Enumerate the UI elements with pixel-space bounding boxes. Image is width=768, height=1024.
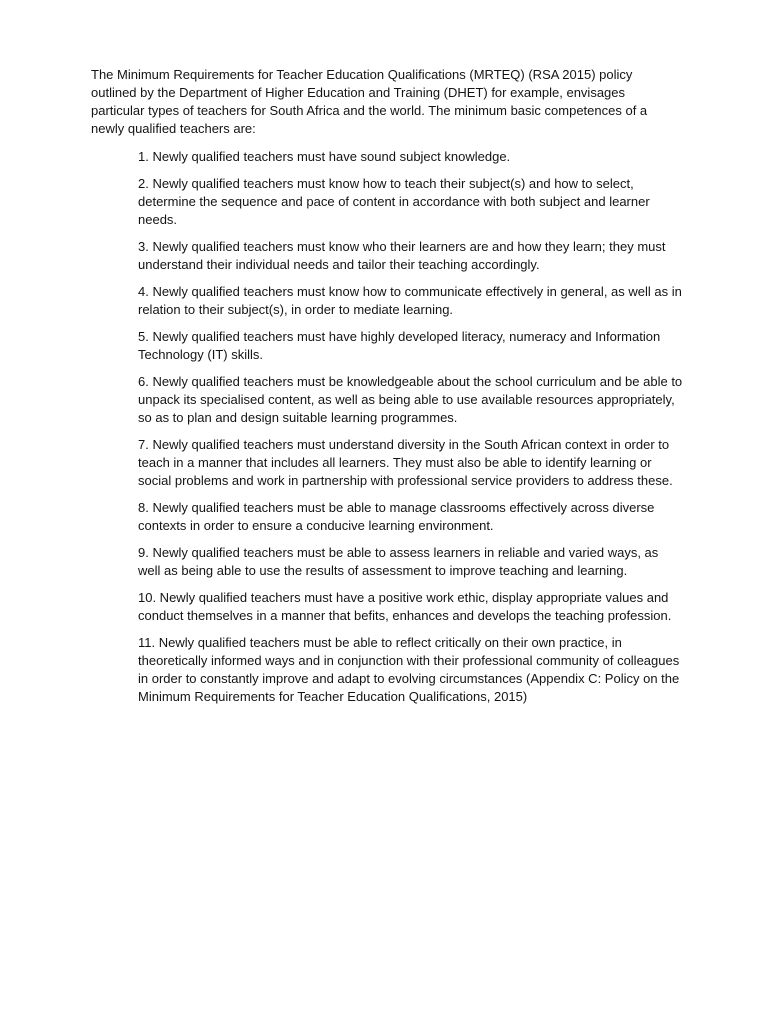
list-item: 1. Newly qualified teachers must have sound subject knowledge.	[138, 149, 511, 164]
list-item: 11. Newly qualified teachers must be able to reflect critically on their own practice, in theoretically informed ways and in conjunction with their professional community of colleagues in order to constantly improve and adapt to evolving circumstances (Appendix C: Policy on the Minimum Requirements for Teacher Education Qualifications, 2015)	[138, 635, 680, 704]
list-item: 9. Newly qualified teachers must be able to assess learners in reliable and varied ways, as well as being able to use the results of assessment to improve teaching and learning.	[138, 545, 659, 578]
list-item: 10. Newly qualified teachers must have a positive work ethic, display appropriate values and conduct themselves in a manner that befits, enhances and develops the teaching profession.	[138, 590, 672, 623]
list-item: 5. Newly qualified teachers must have highly developed literacy, numeracy and Information Technology (IT) skills.	[138, 329, 661, 362]
list-item: 3. Newly qualified teachers must know who their learners are and how they learn; they must understand their individual needs and tailor their teaching accordingly.	[138, 239, 666, 272]
list-item: 6. Newly qualified teachers must be knowledgeable about the school curriculum and be able to unpack its specialised content, as well as being able to use available resources appropriately, so as to plan and design suitable learning programmes.	[138, 374, 683, 425]
list-item: 2. Newly qualified teachers must know how to teach their subject(s) and how to select, determine the sequence and pace of content in accordance with both subject and learner needs.	[138, 176, 650, 227]
list-item: 7. Newly qualified teachers must understand diversity in the South African context in order to teach in a manner that includes all learners. They must also be able to identify learning or social problems and work in partnership with professional service providers to address these.	[138, 437, 673, 488]
list-item: 4. Newly qualified teachers must know how to communicate effectively in general, as well as in relation to their subject(s), in order to mediate learning.	[138, 284, 682, 317]
list-item: 8. Newly qualified teachers must be able to manage classrooms effectively across diverse contexts in order to ensure a conducive learning environment.	[138, 500, 655, 533]
competences-list	[138, 148, 683, 715]
intro-paragraph: The Minimum Requirements for Teacher Education Qualifications (MRTEQ) (RSA 2015) policy outlined by the Department of Higher Education and Training (DHET) for example, envisages particular types of teachers for South Africa and the world. The minimum basic competences of a newly qualified teachers are:	[91, 67, 648, 136]
